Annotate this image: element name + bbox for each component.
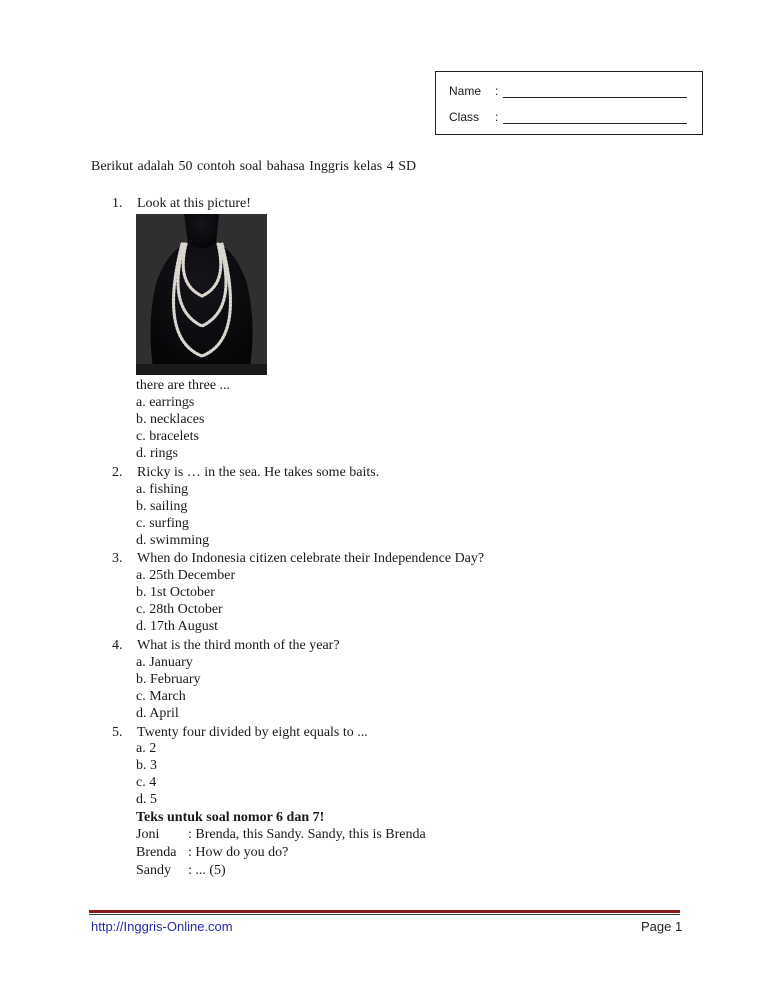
dialog-text: : ... (5): [188, 863, 226, 878]
question-4-option-c: c. March: [136, 689, 186, 704]
name-colon: :: [495, 84, 499, 98]
dialog-heading: Teks untuk soal nomor 6 dan 7!: [136, 810, 325, 825]
dialog-speaker: Joni: [136, 827, 160, 842]
question-1-option-c: c. bracelets: [136, 429, 199, 444]
question-number: 5.: [112, 725, 123, 740]
question-text: Twenty four divided by eight equals to ...: [137, 725, 368, 740]
question-2-option-b: b. sailing: [136, 499, 188, 514]
name-row: [449, 84, 687, 98]
class-label: Class: [449, 110, 480, 124]
question-2-option-c: c. surfing: [136, 516, 189, 531]
question-3-option-b: b. 1st October: [136, 585, 215, 600]
name-class-box: [435, 71, 703, 135]
question-number: 1.: [112, 196, 123, 211]
question-5-option-c: c. 4: [136, 775, 157, 790]
dialog-line: [136, 845, 288, 861]
question-1-stem: there are three ...: [136, 378, 231, 393]
question-3-option-a: a. 25th December: [136, 568, 236, 583]
class-row: [449, 110, 687, 124]
question-number: 2.: [112, 465, 123, 480]
question-3-option-c: c. 28th October: [136, 602, 223, 617]
dialog-speaker: Sandy: [136, 863, 171, 878]
question-number: 3.: [112, 551, 123, 566]
name-label: Name: [449, 84, 482, 98]
question-2-option-a: a. fishing: [136, 482, 189, 497]
question-4-option-a: a. January: [136, 655, 193, 670]
question-4-option-d: d. April: [136, 706, 179, 721]
footer-rule-thick: [89, 910, 680, 913]
name-blank-line: [503, 87, 687, 98]
question-5-option-a: a. 2: [136, 741, 157, 756]
class-blank-line: [503, 113, 687, 124]
question-5-option-d: d. 5: [136, 792, 157, 807]
class-colon: :: [495, 110, 499, 124]
question-4-option-b: b. February: [136, 672, 201, 687]
dialog-text: : Brenda, this Sandy. Sandy, this is Brenda: [188, 827, 426, 842]
necklace-illustration: [136, 214, 267, 375]
question-3-option-d: d. 17th August: [136, 619, 219, 634]
question-text: Look at this picture!: [137, 196, 251, 211]
question-text: When do Indonesia citizen celebrate their Independence Day?: [137, 551, 485, 566]
question-text: Ricky is … in the sea. He takes some baits.: [137, 465, 380, 480]
question-5-option-b: b. 3: [136, 758, 157, 773]
question-1-option-b: b. necklaces: [136, 412, 205, 427]
dialog-text: : How do you do?: [188, 845, 289, 860]
pearl-necklaces-photo: [136, 214, 267, 375]
page-number: Page 1: [641, 919, 683, 934]
question-number: 4.: [112, 638, 123, 653]
question-2-option-d: d. swimming: [136, 533, 210, 548]
question-text: What is the third month of the year?: [137, 638, 340, 653]
footer-rule-thin: [89, 914, 680, 915]
footer-url-link[interactable]: http://Inggris-Online.com: [91, 919, 233, 934]
dialog-line: [136, 827, 426, 843]
dialog-speaker: Brenda: [136, 845, 177, 860]
question-1-option-d: d. rings: [136, 446, 178, 461]
dialog-line: [136, 863, 226, 879]
intro-text: Berikut adalah 50 contoh soal bahasa Inggris kelas 4 SD: [91, 159, 417, 174]
question-1-option-a: a. earrings: [136, 395, 195, 410]
